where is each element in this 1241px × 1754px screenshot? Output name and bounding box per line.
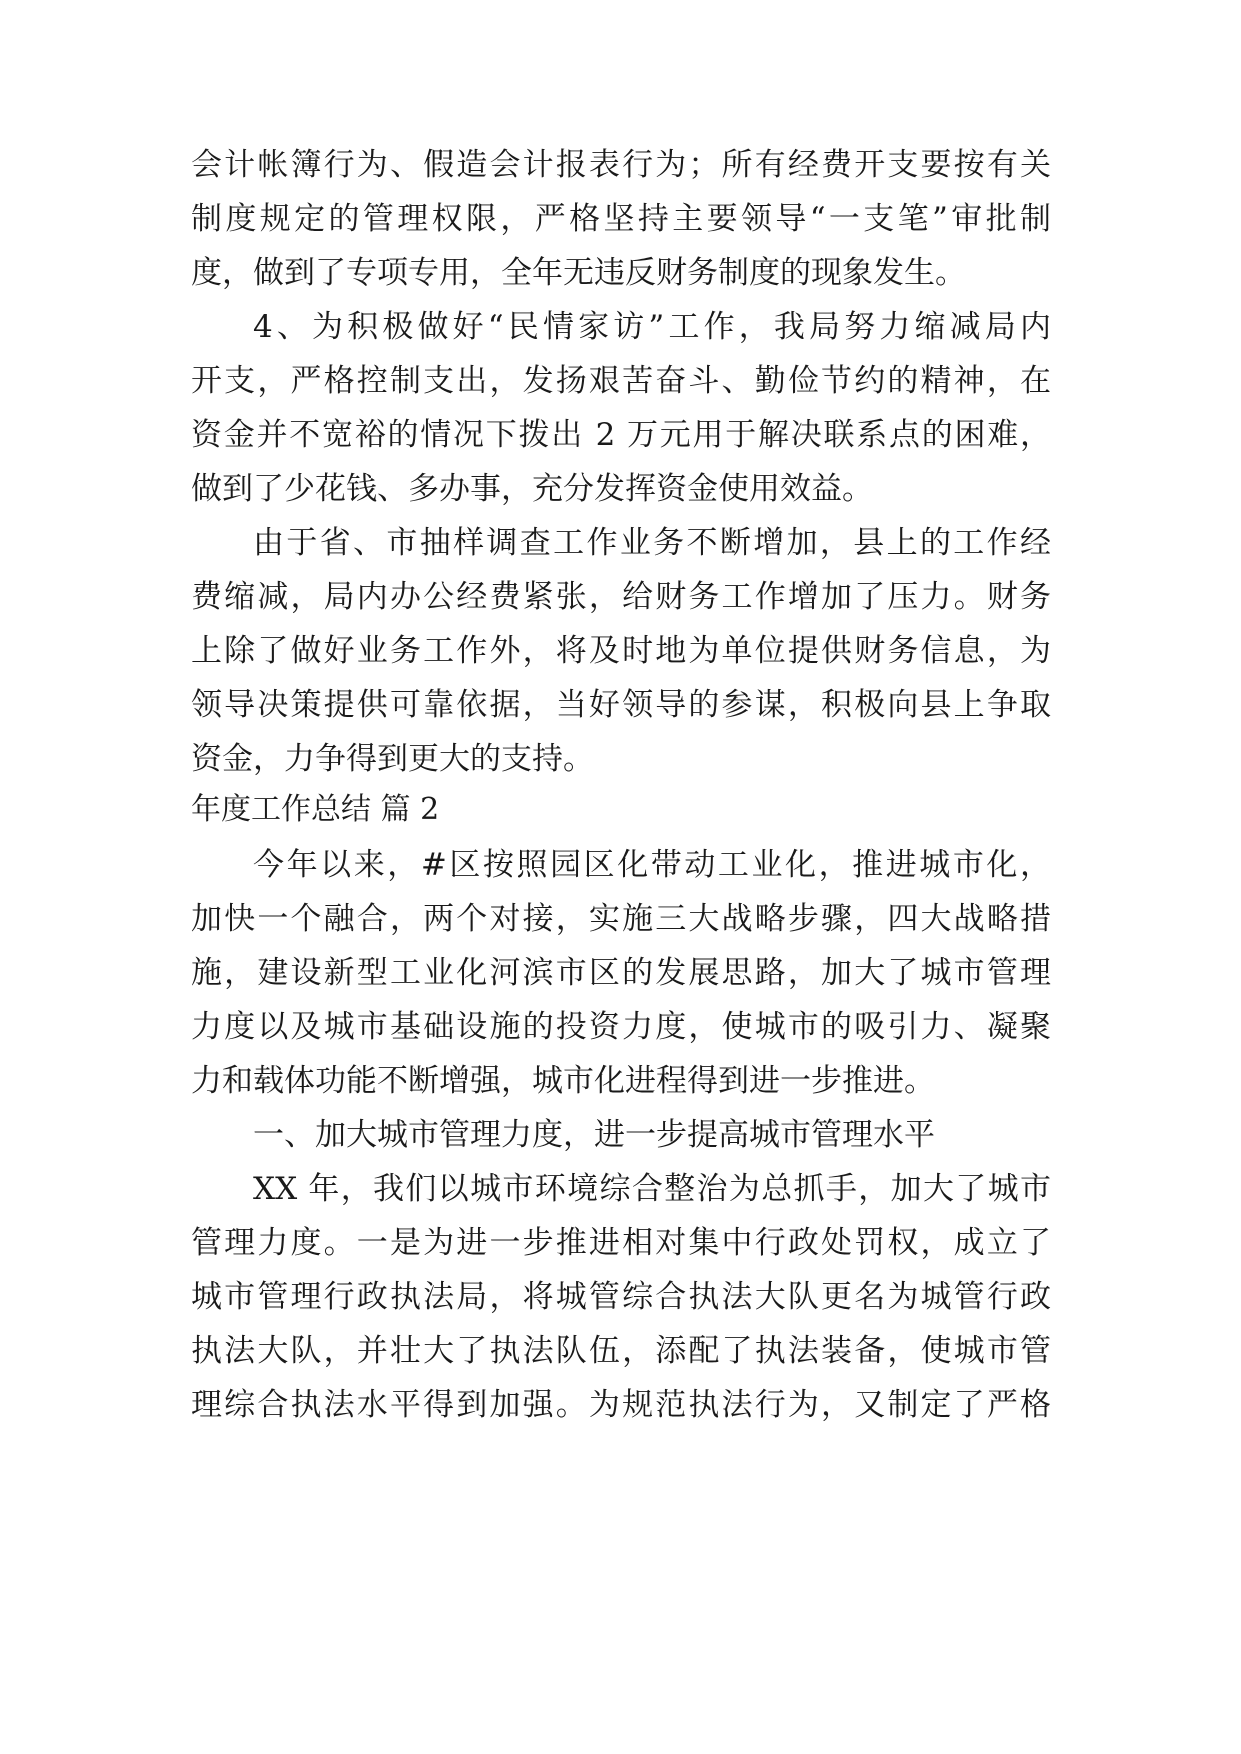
text-line: 4、为积极做好“民情家访”工作，我局努力缩减局内 bbox=[253, 309, 1051, 345]
text-line: 加快一个融合，两个对接，实施三大战略步骤，四大战略措 bbox=[191, 901, 1051, 937]
text-line: 资金并不宽裕的情况下拨出 2 万元用于解决联系点的困难， bbox=[191, 417, 1051, 453]
text-line: 费缩减，局内办公经费紧张，给财务工作增加了压力。财务 bbox=[191, 579, 1051, 615]
subsection-heading: 一、加大城市管理力度，进一步提高城市管理水平 bbox=[253, 1117, 935, 1153]
text-line: 资金，力争得到更大的支持。 bbox=[191, 741, 594, 777]
text-line: 施，建设新型工业化河滨市区的发展思路，加大了城市管理 bbox=[191, 955, 1051, 991]
section-heading: 年度工作总结 篇 2 bbox=[191, 792, 440, 827]
text-line: 城市管理行政执法局，将城管综合执法大队更名为城管行政 bbox=[191, 1279, 1051, 1315]
text-line: 上除了做好业务工作外，将及时地为单位提供财务信息，为 bbox=[191, 633, 1051, 669]
text-line: 理综合执法水平得到加强。为规范执法行为，又制定了严格 bbox=[191, 1387, 1051, 1423]
text-line: XX 年，我们以城市环境综合整治为总抓手，加大了城市 bbox=[253, 1171, 1051, 1207]
text-line: 由于省、市抽样调查工作业务不断增加，县上的工作经 bbox=[253, 525, 1051, 561]
text-line: 管理力度。一是为进一步推进相对集中行政处罚权，成立了 bbox=[191, 1225, 1051, 1261]
text-line: 做到了少花钱、多办事，充分发挥资金使用效益。 bbox=[191, 471, 873, 507]
text-line: 制度规定的管理权限，严格坚持主要领导“一支笔”审批制 bbox=[191, 201, 1051, 237]
text-line: 会计帐簿行为、假造会计报表行为；所有经费开支要按有关 bbox=[191, 147, 1051, 183]
text-line: 度，做到了专项专用，全年无违反财务制度的现象发生。 bbox=[191, 255, 966, 291]
text-line: 力度以及城市基础设施的投资力度，使城市的吸引力、凝聚 bbox=[191, 1009, 1051, 1045]
text-line: 领导决策提供可靠依据，当好领导的参谋，积极向县上争取 bbox=[191, 687, 1051, 723]
text-line: 力和载体功能不断增强，城市化进程得到进一步推进。 bbox=[191, 1063, 935, 1099]
text-line: 今年以来，#区按照园区化带动工业化，推进城市化， bbox=[253, 847, 1051, 883]
text-line: 开支，严格控制支出，发扬艰苦奋斗、勤俭节约的精神，在 bbox=[191, 363, 1051, 399]
text-line: 执法大队，并壮大了执法队伍，添配了执法装备，使城市管 bbox=[191, 1333, 1051, 1369]
